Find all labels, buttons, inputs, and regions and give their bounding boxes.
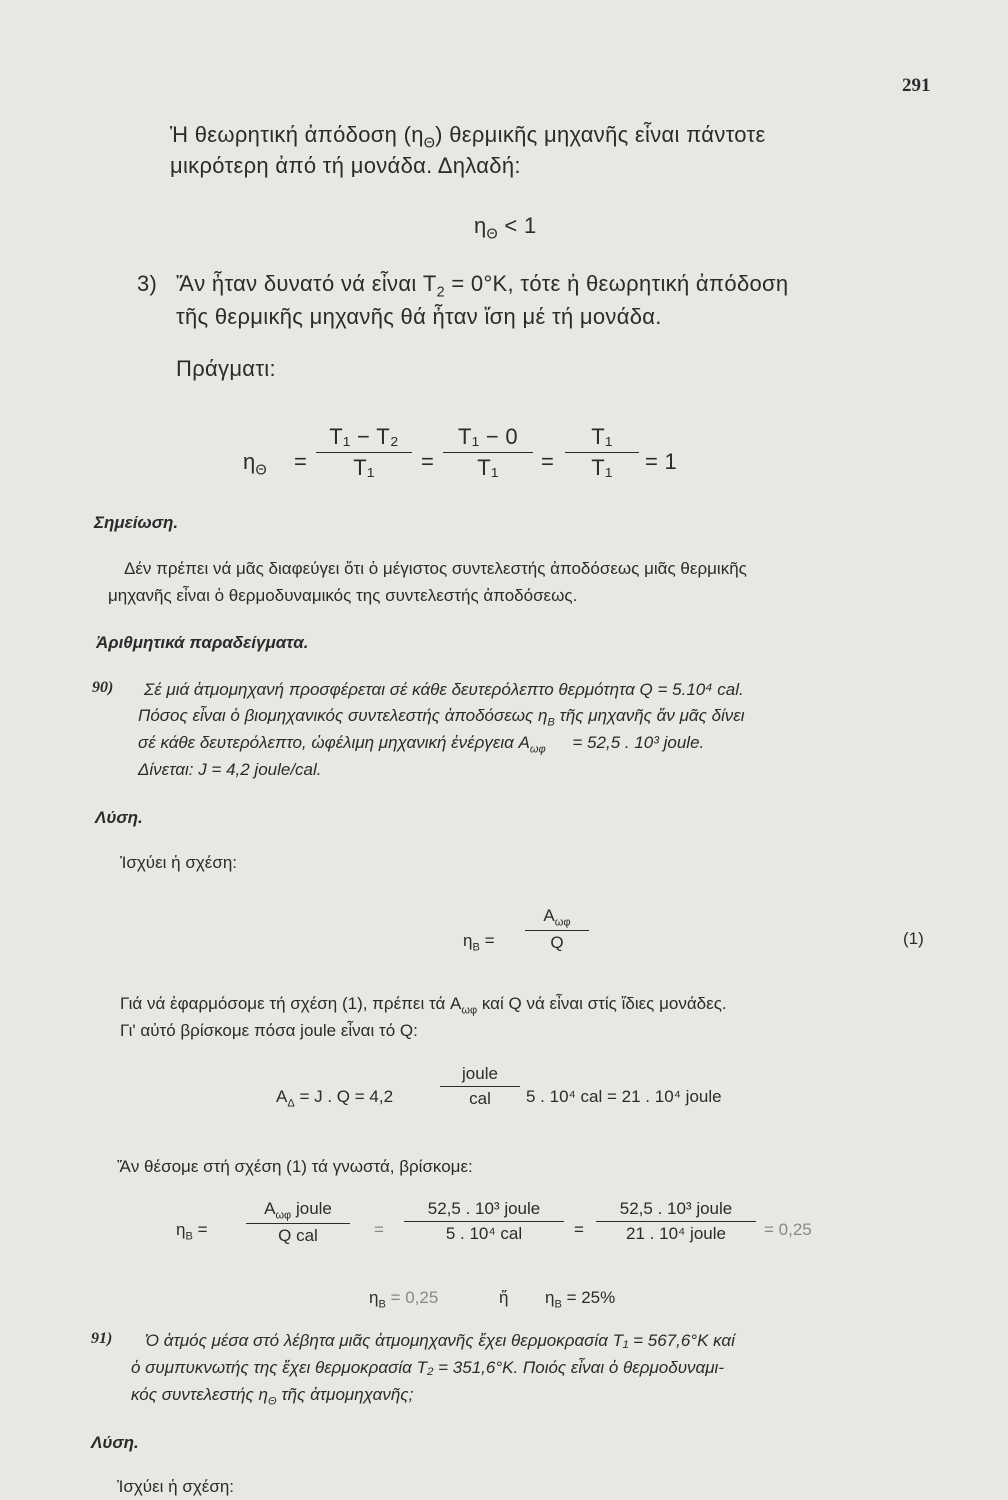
eq4-equals-2: = (374, 1220, 384, 1239)
eq4-fraction-2: 52,5 . 10³ joule 5 . 10⁴ cal (404, 1199, 564, 1244)
eq5-percent: $\eta_B = 25\%$ (545, 1288, 616, 1311)
example-90-number: 90) (92, 679, 114, 696)
eq1-equals-2: = (421, 449, 435, 474)
eq4-fraction-3: 52,5 . 10³ joule 21 . 10⁴ joule (596, 1199, 756, 1244)
eq1-equals-1: = (294, 449, 308, 474)
relation-holds-1: Ἰσχύει ἡ σχέση: (120, 853, 238, 872)
solution-1-title: Λύση. (95, 808, 143, 827)
numerical-examples-title: Ἀριθμητικά παραδείγματα. (96, 633, 309, 652)
sentence-units: Γιά νά ἐφαρμόσομε τή σχέση (1), πρέπει τά $A_{\omega\varphi}$ καί Q νά εἶναι στίς ἴδιες μονάδες. (120, 994, 727, 1017)
example-91-line3: κός συντελεστής $\eta_\Theta$ τῆς ἀτμομηχανῆς; (131, 1385, 414, 1408)
eq4-fraction-1: $A_{\omega\varphi}$ joule Q cal (246, 1199, 350, 1246)
eq2-fraction: $A_{\omega\varphi}$ Q (525, 906, 589, 953)
example-90-line1: Σέ μιά ἀτμομηχανή προσφέρεται σέ κάθε δευτερόλεπτο θερμότητα Q = 5.10⁴ cal. (144, 680, 744, 699)
eq3-rest: 5 . 10⁴ cal = 21 . 10⁴ joule (526, 1087, 722, 1106)
paragraph-theoretical-efficiency-line1: Ἡ θεωρητική ἀπόδοση $(\eta_\Theta)$ θερμικῆς μηχανῆς εἶναι πάντοτε (170, 122, 766, 152)
eq2-tag: (1) (903, 929, 924, 948)
sentence-substitute: Ἄν θέσομε στή σχέση (1) τά γνωστά, βρίσκομε: (117, 1157, 473, 1176)
eq1-result: = 1 (645, 449, 678, 474)
eq5-or: ἤ (499, 1288, 509, 1307)
eq1-fraction-2: T₁ − 0 T₁ (443, 424, 533, 481)
note-line1: Δέν πρέπει νά μᾶς διαφεύγει ὅτι ὁ μέγιστος συντελεστής ἀποδόσεως μιᾶς θερμικῆς (124, 559, 747, 578)
eq3-lhs: $A_\Delta = J$ . Q = 4,2 (276, 1087, 394, 1110)
item3-number: 3) (137, 271, 158, 296)
item3-line2: τῆς θερμικῆς μηχανῆς θά ἦταν ἴση μέ τή μονάδα. (176, 304, 662, 329)
note-line2: μηχανῆς εἶναι ὁ θερμοδυναμικός της συντελεστής ἀποδόσεως. (108, 586, 578, 605)
item3-line1: Ἄν ἦταν δυνατό νά εἶναι $T_2 = 0^\circ K$, τότε ἡ θεωρητική ἀπόδοση (176, 271, 789, 301)
eq1-equals-3: = (541, 449, 555, 474)
note-title: Σημείωση. (94, 513, 179, 532)
eq4-equals-3: = (574, 1220, 584, 1239)
paragraph-theoretical-efficiency-line2: μικρότερη ἀπό τή μονάδα. Δηλαδή: (170, 153, 521, 178)
item3-line3: Πράγματι: (176, 356, 276, 381)
eq4-lhs: $\eta_B$ = (176, 1220, 208, 1243)
example-91-line1: Ὁ ἀτμός μέσα στό λέβητα μιᾶς ἀτμομηχανῆς ἔχει θερμοκρασία T₁ = 567,6°K καί (145, 1331, 735, 1350)
example-90-line4: Δίνεται: J = 4,2 joule/cal. (138, 760, 322, 779)
example-91-number: 91) (91, 1330, 113, 1347)
eq3-fraction: joule cal (440, 1064, 520, 1109)
eq1-lhs: $\eta_\Theta$ (243, 449, 267, 479)
page-number: 291 (902, 75, 931, 96)
relation-holds-2: Ἰσχύει ἡ σχέση: (117, 1477, 235, 1496)
eq4-result: = 0,25 (764, 1220, 812, 1239)
example-90-line2: Πόσος εἶναι ὁ βιομηχανικός συντελεστής ἀποδόσεως $\eta_B$ τῆς μηχανῆς ἄν μᾶς δίνει (138, 706, 745, 729)
solution-2-title: Λύση. (91, 1433, 139, 1452)
inequality-eta-theta: $\eta_\Theta < 1$ (474, 213, 537, 243)
eq1-fraction-1: T₁ − T₂ T₁ (316, 424, 412, 481)
sentence-find-joule: Γι' αὐτό βρίσκομε πόσα joule εἶναι τό Q: (120, 1021, 418, 1040)
example-90-line3: σέ κάθε δευτερόλεπτο, ὠφέλιμη μηχανική ἐνέργεια $A_{\omega\varphi} = 52,5$ . 10³ joule. (138, 733, 705, 756)
eq1-fraction-3: T₁ T₁ (565, 424, 639, 481)
eq2-lhs: $\eta_B$ = (463, 931, 495, 954)
example-91-line2: ὁ συμπυκνωτής της ἔχει θερμοκρασία T₂ = 351,6°K. Ποιός εἶναι ὁ θερμοδυναμι- (131, 1358, 724, 1377)
eq5-decimal: $\eta_B = 0,25$ (369, 1288, 439, 1311)
